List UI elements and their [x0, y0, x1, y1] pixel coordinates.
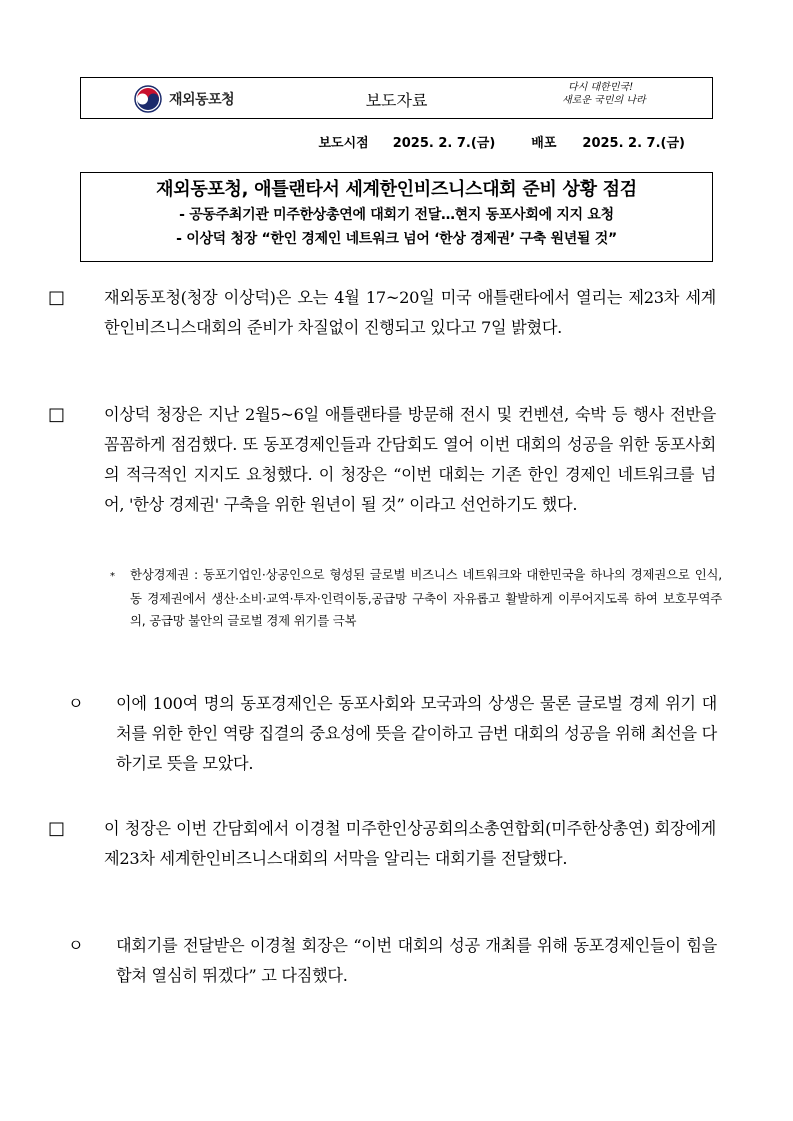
slogan-line-1: 다시 대한민국!	[568, 82, 634, 93]
sub-bullet: ㅇ	[68, 694, 84, 713]
document-type: 보도자료	[365, 91, 428, 110]
paragraph-bullet: □	[48, 404, 65, 425]
footnote	[110, 564, 722, 632]
subheadline-2: - 이상덕 청장 “한인 경제인 네트워크 넘어 ‘한상 경제권’ 구축 원년될 것”	[176, 231, 617, 247]
distribution-value: 2025. 2. 7.(금)	[582, 136, 685, 151]
slogan-line-2: 새로운 국민의 나라	[562, 95, 646, 106]
paragraph-3	[48, 814, 716, 874]
sub-paragraph-2	[68, 931, 717, 991]
header-box	[80, 77, 713, 119]
release-time-value: 2025. 2. 7.(금)	[392, 136, 496, 151]
paragraph-bullet: □	[48, 818, 65, 839]
sub-bullet: ㅇ	[68, 936, 84, 955]
agency-name: 재외동포청	[169, 92, 235, 108]
title-box	[80, 172, 713, 262]
sub-paragraph-1-text: 이에 100여 명의 동포경제인은 동포사회와 모국과의 상생은 물론 글로벌 경제 위기 대처를 위한 한인 역량 집결의 중요성에 뜻을 같이하고 금번 대회의 성공을 위해 최선을 다하기로 뜻을 모았다.	[116, 694, 717, 773]
headline: 재외동포청, 애틀랜타서 세계한인비즈니스대회 준비 상황 점검	[156, 179, 637, 200]
release-time-label: 보도시점	[318, 136, 369, 151]
paragraph-2	[48, 400, 716, 520]
sub-paragraph-2-text: 대회기를 전달받은 이경철 회장은 “이번 대회의 성공 개최를 위해 동포경제인들이 힘을 합쳐 열심히 뛰겠다” 고 다짐했다.	[116, 936, 717, 985]
paragraph-1	[48, 283, 716, 343]
footnote-asterisk: *	[110, 571, 115, 582]
release-info	[318, 132, 685, 151]
paragraph-1-text: 재외동포청(청장 이상덕)은 오는 4월 17~20일 미국 애틀랜타에서 열리는 제23차 세계한인비즈니스대회의 준비가 차질없이 진행되고 있다고 7일 밝혔다.	[104, 288, 716, 337]
sub-paragraph-1	[68, 689, 717, 779]
slogan	[562, 81, 672, 117]
paragraph-bullet: □	[48, 287, 65, 308]
footnote-text: 한상경제권 : 동포기업인·상공인으로 형성된 글로벌 비즈니스 네트워크와 대한민국을 하나의 경제권으로 인식, 동 경제권에서 생산·소비·교역·투자·인력이동,공급망 구축이 자유롭고 활발하게 이루어지도록 하여 보호무역주의, 공급망 불안의 글로벌 경제 위기를 극복	[130, 567, 722, 628]
subheadline-1: - 공동주최기관 미주한상총연에 대회기 전달…현지 동포사회에 지지 요청	[179, 207, 614, 223]
distribution-label: 배포	[531, 136, 557, 151]
paragraph-3-text: 이 청장은 이번 간담회에서 이경철 미주한인상공회의소총연합회(미주한상총연) 회장에게 제23차 세계한인비즈니스대회의 서막을 알리는 대회기를 전달했다.	[104, 819, 716, 868]
paragraph-2-text: 이상덕 청장은 지난 2월5~6일 애틀랜타를 방문해 전시 및 컨벤션, 숙박 등 행사 전반을 꼼꼼하게 점검했다. 또 동포경제인들과 간담회도 열어 이번 대회의 성공을 위한 동포사회의 적극적인 지지도 요청했다. 이 청장은 “이번 대회는 기존 한인 경제인 네트워크를 넘어, '한상 경제권' 구축을 위한 원년이 될 것” 이라고 선언하기도 했다.	[104, 405, 716, 514]
